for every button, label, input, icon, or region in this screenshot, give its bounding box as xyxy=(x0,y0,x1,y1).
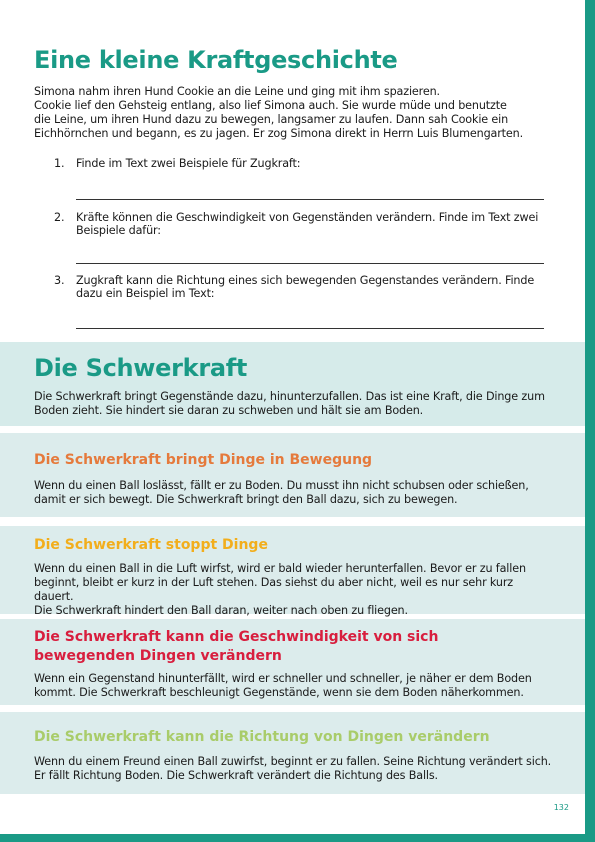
question-text: Finde im Text zwei Beispiele für Zugkraft: xyxy=(76,157,301,170)
subsection-text: Wenn du einem Freund einen Ball zuwirfst, beginnt er zu fallen. Seine Richtung verändert sich. Er fällt Richtung Boden. Die Schwerkraft verändert die Richtung des Balls. xyxy=(34,755,552,782)
question-3 xyxy=(54,274,546,300)
subsection-title: Die Schwerkraft kann die Geschwindigkeit von sich bewegenden Dingen verändern xyxy=(34,629,439,664)
answer-line-3[interactable] xyxy=(76,328,544,329)
story-line: Cookie lief den Gehsteig entlang, also lief Simona auch. Sie wurde müde und benutzte xyxy=(34,99,507,112)
subsection-text: Wenn du einen Ball in die Luft wirfst, wird er bald wieder herunterfallen. Bevor er zu fallen beginnt, bleibt er kurz in der Luft stehen. Das siehst du aber nicht, weil es nur sehr kurz dauert. Die Schwerkraft hindert den Ball daran, weiter nach oben zu fliegen. xyxy=(34,562,526,617)
subsection-title: Die Schwerkraft stoppt Dinge xyxy=(34,537,268,553)
question-text: Zugkraft kann die Richtung eines sich bewegenden Gegenstandes verändern. Finde dazu ein Beispiel im Text: xyxy=(76,274,535,300)
answer-line-1[interactable] xyxy=(76,199,544,200)
story-line: Simona nahm ihren Hund Cookie an die Leine und ging mit ihm spazieren. xyxy=(34,85,440,98)
page-border-right xyxy=(585,0,595,842)
gravity-intro-band xyxy=(0,342,585,426)
subsection-speed xyxy=(0,619,585,705)
question-number: 3. xyxy=(54,274,65,287)
story-line: die Leine, um ihren Hund dazu zu bewegen, langsamer zu laufen. Dann sah Cookie ein xyxy=(34,113,509,126)
question-number: 1. xyxy=(54,157,65,170)
subsection-motion xyxy=(0,433,585,517)
story-text xyxy=(34,85,544,141)
subsection-stop xyxy=(0,526,585,617)
question-1 xyxy=(54,157,546,170)
story-title: Eine kleine Kraftgeschichte xyxy=(34,46,398,74)
page-number: 132 xyxy=(553,803,569,812)
subsection-title: Die Schwerkraft bringt Dinge in Bewegung xyxy=(34,452,373,468)
subsection-direction xyxy=(0,712,585,794)
gravity-title: Die Schwerkraft xyxy=(34,354,248,382)
subsection-text: Wenn du einen Ball loslässt, fällt er zu Boden. Du musst ihn nicht schubsen oder schießen, damit er sich bewegt. Die Schwerkraft bringt den Ball dazu, sich zu bewegen. xyxy=(34,479,529,506)
story-line: Eichhörnchen und begann, es zu jagen. Er zog Simona direkt in Herrn Luis Blumengarten. xyxy=(34,127,523,140)
question-text: Kräfte können die Geschwindigkeit von Gegenständen verändern. Finde im Text zwei Beispiele dafür: xyxy=(76,211,539,237)
question-number: 2. xyxy=(54,211,65,224)
page-border-bottom xyxy=(0,834,595,842)
gravity-text: Die Schwerkraft bringt Gegenstände dazu, hinunterzufallen. Das ist eine Kraft, die Dinge zum Boden zieht. Sie hindert sie daran zu schweben und hält sie am Boden. xyxy=(34,390,545,417)
subsection-text: Wenn ein Gegenstand hinunterfällt, wird er schneller und schneller, je näher er dem Boden kommt. Die Schwerkraft beschleunigt Gegenstände, wenn sie dem Boden näherkommen. xyxy=(34,672,532,699)
question-2 xyxy=(54,211,546,237)
answer-line-2[interactable] xyxy=(76,263,544,264)
subsection-title: Die Schwerkraft kann die Richtung von Dingen verändern xyxy=(34,729,490,745)
